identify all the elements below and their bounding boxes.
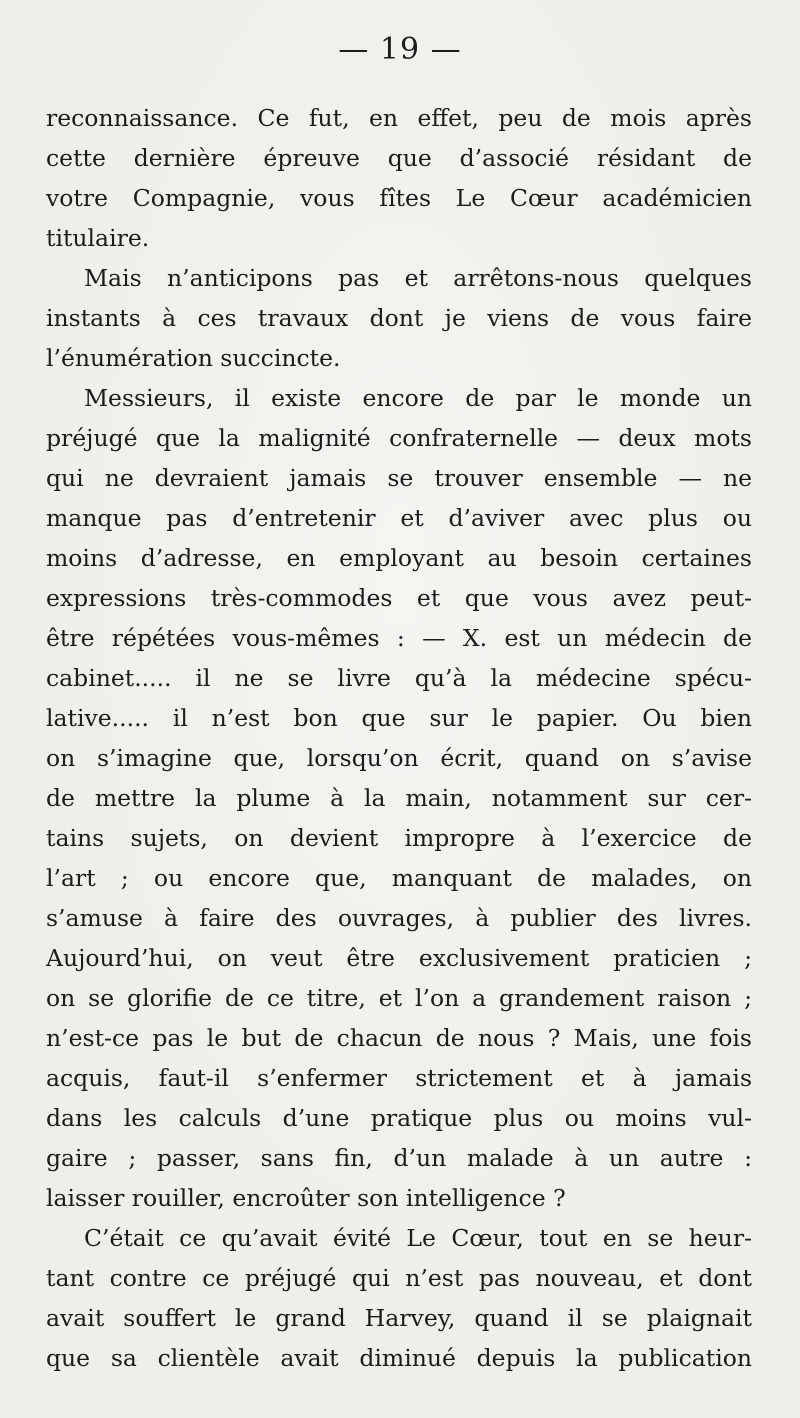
text-line: instants à ces travaux dont je viens de vous faire	[46, 304, 752, 332]
text-line: préjugé que la malignité confraternelle — deux mots	[46, 424, 752, 452]
text-line: votre Compagnie, vous fîtes Le Cœur académicien	[46, 184, 752, 212]
text-line: manque pas d’entretenir et d’aviver avec plus ou	[46, 504, 752, 532]
text-line: Aujourd’hui, on veut être exclusivement praticien ;	[46, 944, 752, 972]
text-line: être répétées vous-mêmes : — X. est un médecin de	[46, 624, 752, 652]
text-line: Mais n’anticipons pas et arrêtons-nous quelques	[84, 264, 752, 292]
text-line: titulaire.	[46, 224, 150, 252]
text-line: que sa clientèle avait diminué depuis la publication	[46, 1344, 752, 1372]
text-line: avait souffert le grand Harvey, quand il se plaignait	[46, 1304, 752, 1332]
text-line: on s’imagine que, lorsqu’on écrit, quand on s’avise	[46, 744, 752, 772]
text-line: C’était ce qu’avait évité Le Cœur, tout en se heur-	[84, 1224, 752, 1252]
paragraph	[46, 98, 752, 258]
text-line: gaire ; passer, sans fin, d’un malade à un autre :	[46, 1144, 752, 1172]
text-line: qui ne devraient jamais se trouver ensemble — ne	[46, 464, 752, 492]
text-line: de mettre la plume à la main, notamment sur cer-	[46, 784, 752, 812]
text-line: laisser rouiller, encroûter son intelligence ?	[46, 1184, 566, 1212]
text-line: on se glorifie de ce titre, et l’on a grandement raison ;	[46, 984, 752, 1012]
text-line: expressions très-commodes et que vous avez peut-	[46, 584, 752, 612]
text-line: moins d’adresse, en employant au besoin certaines	[46, 544, 752, 572]
paragraph	[46, 1218, 752, 1378]
text-line: s’amuse à faire des ouvrages, à publier des livres.	[46, 904, 752, 932]
text-line: tant contre ce préjugé qui n’est pas nouveau, et dont	[46, 1264, 752, 1292]
body-text	[46, 98, 752, 1378]
text-line: tains sujets, on devient impropre à l’exercice de	[46, 824, 752, 852]
text-line: l’art ; ou encore que, manquant de malades, on	[46, 864, 752, 892]
text-line: dans les calculs d’une pratique plus ou moins vul-	[46, 1104, 752, 1132]
text-line: acquis, faut-il s’enfermer strictement et à jamais	[46, 1064, 752, 1092]
paragraph	[46, 258, 752, 378]
paragraph	[46, 378, 752, 1218]
page-number: — 19 —	[338, 32, 462, 67]
text-line: cette dernière épreuve que d’associé résidant de	[46, 144, 752, 172]
text-line: l’énumération succincte.	[46, 344, 341, 372]
text-line: cabinet..... il ne se livre qu’à la médecine spécu-	[46, 664, 752, 692]
text-line: reconnaissance. Ce fut, en effet, peu de mois après	[46, 104, 752, 132]
text-line: Messieurs, il existe encore de par le monde un	[84, 384, 752, 412]
text-line: lative..... il n’est bon que sur le papier. Ou bien	[46, 704, 752, 732]
text-line: n’est-ce pas le but de chacun de nous ? Mais, une fois	[46, 1024, 752, 1052]
